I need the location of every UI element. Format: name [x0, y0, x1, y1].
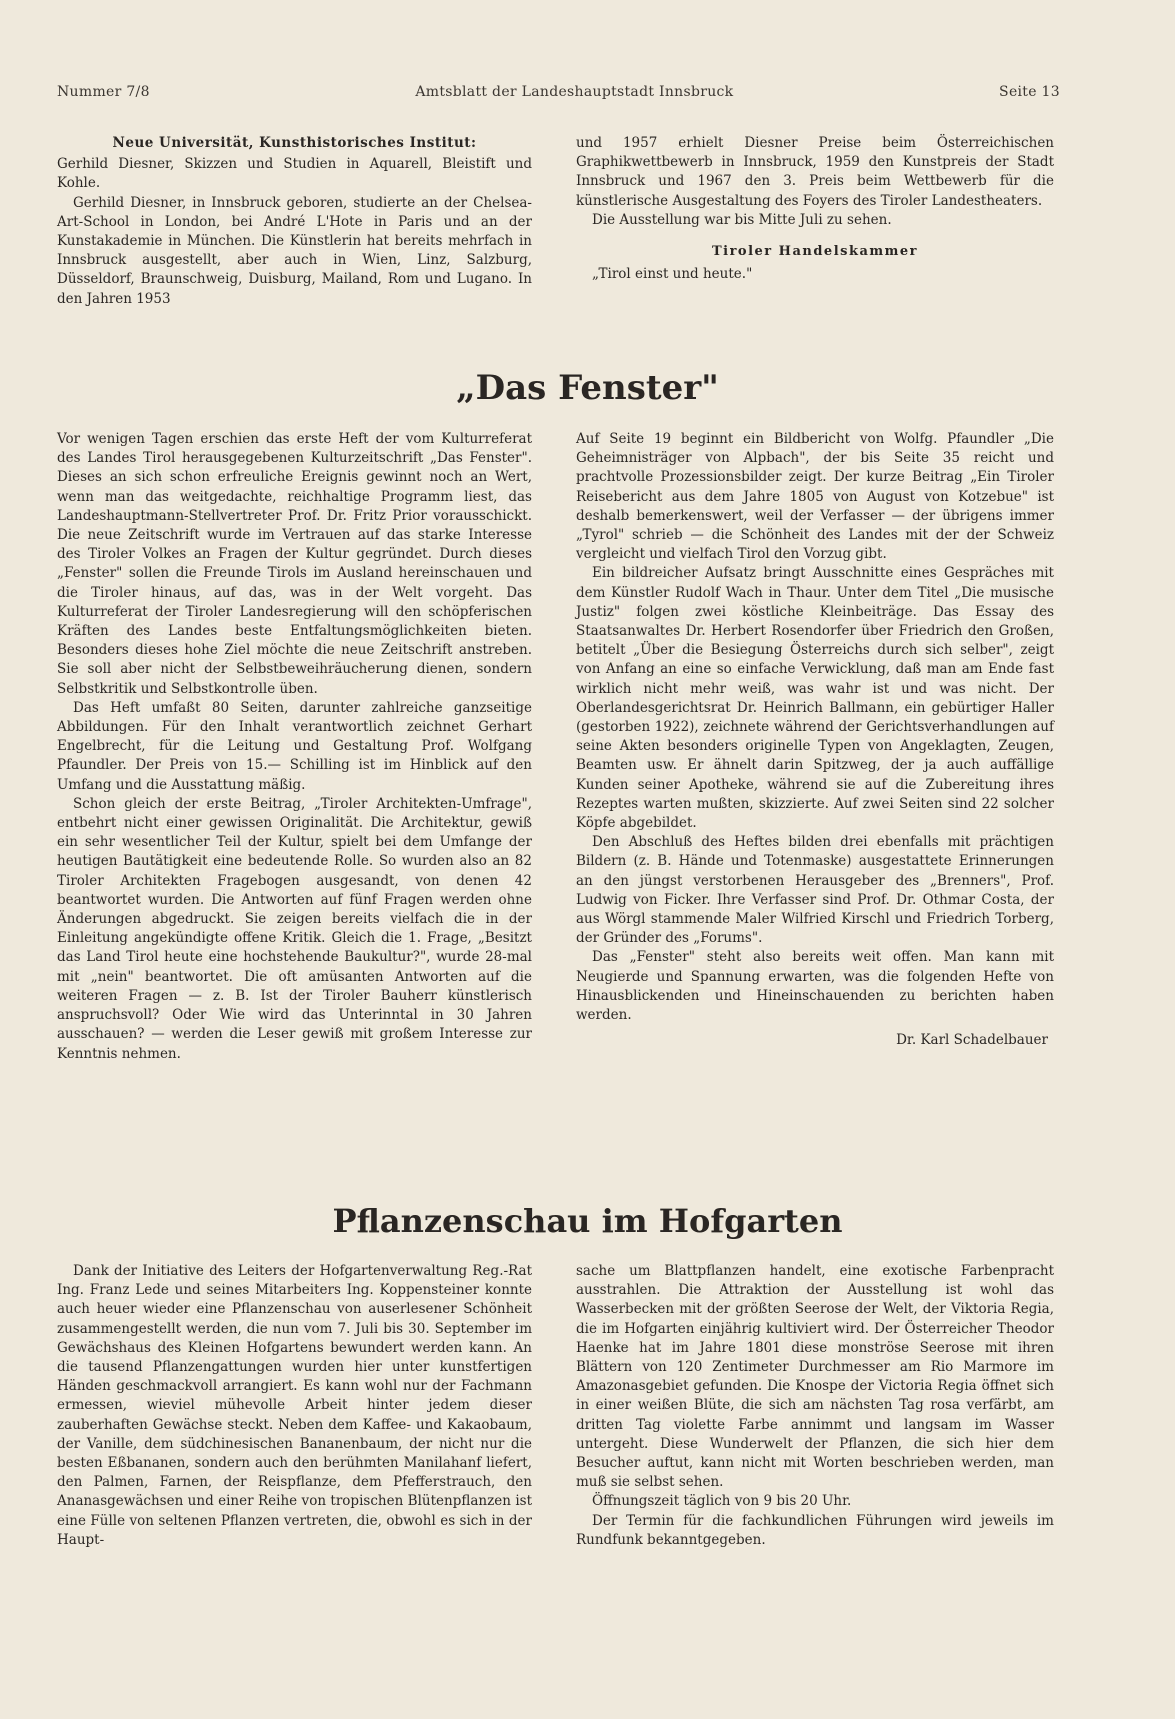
institute-heading: Neue Universität, Kunsthistorisches Institut: [112, 135, 477, 151]
fenster-right-column [576, 430, 1054, 1051]
institute-paragraph: Gerhild Diesner, in Innsbruck geboren, studierte an der Chelsea-Art-School in London, bei André L'Hote in Paris und an der Kunstakademie in München. Die Künstlerin hat bereits mehrfach in Innsbruck ausgestellt, aber auch in Wien, Linz, Salzburg, Düsseldorf, Braunschweig, Duisburg, Mailand, Rom und Lugano. In den Jahren 1953 [57, 194, 532, 307]
institute-paragraph: Gerhild Diesner, Skizzen und Studien in Aquarell, Bleistift und Kohle. [57, 156, 532, 192]
hofgarten-paragraph: sache um Blattpflanzen handelt, eine exotische Farbenpracht ausstrahlen. Die Attraktion der Ausstellung ist wohl das Wasserbecken mit der größten Seerose der Welt, der Viktoria Regia, die im Hofgarten einjährig kultiviert wird. Der Österreicher Theodor Haenke hat im Jahre 1801 diese monströse Seerose mit ihren Blättern von 120 Zentimeter Durchmesser am Rio Marmore im Amazonasgebiet gefunden. Die Knospe der Victoria Regia öffnet sich in einer weißen Blüte, die sich am nächsten Tag rosa verfärbt, am dritten Tag violette Farbe annimmt und langsam im Wasser untergeht. Diese Wunderwelt der Pflanzen, die sich hier dem Besucher auftut, kann nicht mit Worten beschrieben werden, man muß sie selbst sehen. [576, 1263, 1054, 1491]
chamber-heading: Tiroler Handelskammer [711, 244, 919, 260]
fenster-paragraph: Auf Seite 19 beginnt ein Bildbericht von Wolfg. Pfaundler „Die Geheimnisträger von Alpbach", der bis Seite 35 reicht und prachtvolle Prozessionsbilder zeigt. Der kurze Beitrag „Ein Tiroler Reisebericht aus dem Jahre 1805 von August von Kotzebue" ist deshalb bemerkenswert, weil der Verfasser — der übrigens immer „Tyrol" schrieb — die Schönheit des Landes mit der der Schweiz vergleicht und vielfach Tirol den Vorzug gibt. [576, 431, 1054, 563]
issue-number: Nummer 7/8 [57, 84, 150, 100]
hofgarten-paragraph: Öffnungszeit täglich von 9 bis 20 Uhr. [592, 1493, 852, 1510]
page-header [57, 84, 1060, 100]
hofgarten-right-column [576, 1262, 1054, 1550]
institute-article-left [57, 134, 532, 309]
fenster-title: „Das Fenster" [456, 368, 719, 408]
fenster-paragraph: Das Heft umfaßt 80 Seiten, darunter zahlreiche ganzseitige Abbildungen. Für den Inhalt verantwortlich zeichnet Gerhart Engelbrecht, für die Leitung und Gestaltung Prof. Wolfgang Pfaundler. Der Preis von 15.— Schilling ist im Hinblick auf den Umfang und die Ausstattung mäßig. [57, 699, 532, 793]
page-number: Seite 13 [999, 84, 1060, 100]
fenster-left-column [57, 430, 532, 1064]
fenster-paragraph: Den Abschluß des Heftes bilden drei ebenfalls mit prächtigen Bildern (z. B. Hände und Totenmaske) ausgestattete Erinnerungen an den jüngst verstorbenen Herausgeber des „Brenners", Prof. Ludwig von Ficker. Ihre Verfasser sind Prof. Dr. Othmar Costa, der aus Wörgl stammende Maler Wilfried Kirschl und Friedrich Torberg, der Gründer des „Forums". [576, 834, 1054, 947]
fenster-author: Dr. Karl Schadelbauer [896, 1032, 1048, 1049]
fenster-paragraph: Das „Fenster" steht also bereits weit offen. Man kann mit Neugierde und Spannung erwarten, was die folgenden Hefte von Hinausblickenden und Hineinschauenden zu berichten haben werden. [576, 949, 1054, 1024]
fenster-paragraph: Vor wenigen Tagen erschien das erste Heft der vom Kulturreferat des Landes Tirol herausgegebenen Kulturzeitschrift „Das Fenster". Dieses an sich schon erfreuliche Ereignis gewinnt noch an Wert, wenn man das weitgedachte, reichhaltige Programm liest, das Landeshauptmann-Stellvertreter Prof. Dr. Fritz Prior vorausschickt. Die neue Zeitschrift wurde im Vertrauen auf das starke Interesse des Tiroler Volkes an Fragen der Kultur gegründet. Durch dieses „Fenster" sollen die Freunde Tirols im Ausland hereinschauen und die Tiroler hinaus, auf das, was in der Welt vorgeht. Das Kulturreferat der Tiroler Landesregierung will den schöpferischen Kräften des Landes beste Entfaltungsmöglichkeiten bieten. Besonders dieses hohe Ziel möchte die neue Zeitschrift anstreben. Sie soll aber nicht der Selbstbeweihräucherung dienen, sondern Selbstkritik und Selbstkontrolle üben. [57, 431, 532, 697]
institute-article-right [576, 134, 1054, 284]
hofgarten-left-column [57, 1262, 532, 1550]
institute-paragraph: Die Ausstellung war bis Mitte Juli zu sehen. [592, 211, 892, 228]
institute-paragraph: und 1957 erhielt Diesner Preise beim Österreichischen Graphikwettbewerb in Innsbruck, 1959 den Kunstpreis der Stadt Innsbruck und 1967 den 3. Preis beim Wettbewerb für die künstlerische Ausgestaltung des Foyers des Tiroler Landestheaters. [576, 135, 1054, 209]
publication-title: Amtsblatt der Landeshauptstadt Innsbruck [415, 84, 734, 100]
chamber-quote: „Tirol einst und heute." [592, 266, 753, 283]
fenster-paragraph: Schon gleich der erste Beitrag, „Tiroler Architekten-Umfrage", entbehrt nicht einer gewissen Originalität. Die Architektur, gewiß ein sehr wesentlicher Teil der Kultur, spielt bei dem Umfange der heutigen Bautätigkeit eine bedeutende Rolle. So wurden also an 82 Tiroler Architekten Fragebogen ausgesandt, von denen 42 beantwortet wurden. Die Antworten auf fünf Fragen werden ohne Änderungen abgedruckt. Sie zeigen bereits vielfach die in der Einleitung angekündigte offene Kritik. Gleich die 1. Frage, „Besitzt das Land Tirol heute eine hochstehende Baukultur?", wurde 28-mal mit „nein" beantwortet. Die oft amüsanten Antworten auf die weiteren Fragen — z. B. Ist der Tiroler Bauherr künstlerisch anspruchsvoll? Oder Wie wird das Unterinntal in 30 Jahren ausschauen? — werden die Leser gewiß mit großem Interesse zur Kenntnis nehmen. [57, 795, 532, 1062]
hofgarten-title: Pflanzenschau im Hofgarten [332, 1202, 843, 1240]
fenster-paragraph: Ein bildreicher Aufsatz bringt Ausschnitte eines Gespräches mit dem Künstler Rudolf Wach in Thaur. Unter dem Titel „Die musische Justiz" folgen zwei köstliche Kleinbeiträge. Das Essay des Staatsanwaltes Dr. Herbert Rosendorfer über Friedrich den Großen, betitelt „Über die Besiegung Österreichs durch sich selber", zeigt von Anfang an eine so einfache Verwicklung, daß man am Ende fast wirklich nicht mehr weiß, was wahr ist und was nicht. Der Oberlandesgerichtsrat Dr. Heinrich Ballmann, ein gebürtiger Haller (gestorben 1922), zeichnete während der Gerichtsverhandlungen auf seine Akten besonders originelle Typen von Angeklagten, Zeugen, Beamten usw. Er ähnelt darin Spitzweg, der ja auch auffällige Kunden seiner Apotheke, während sie auf die Zubereitung ihres Rezeptes warten mußten, skizzierte. Auf zwei Seiten sind 22 solcher Köpfe abgebildet. [576, 565, 1054, 832]
hofgarten-paragraph: Dank der Initiative des Leiters der Hofgartenverwaltung Reg.-Rat Ing. Franz Lede und seines Mitarbeiters Ing. Koppensteiner konnte auch heuer wieder eine Pflanzenschau von auserlesener Schönheit zusammengestellt werden, die nun vom 7. Juli bis 30. September im Gewächshaus des Kleinen Hofgartens bewundert werden kann. An die tausend Pflanzengattungen wurden hier unter kunstfertigen Händen geschmackvoll arrangiert. Es kann wohl nur der Fachmann ermessen, wieviel mühevolle Arbeit hinter jedem dieser zauberhaften Gewächse steckt. Neben dem Kaffee- und Kakaobaum, der Vanille, dem südchinesischen Bananenbaum, der nicht nur die besten Eßbananen, sondern auch den berühmten Manilahanf liefert, den Palmen, Farnen, der Reispflanze, dem Pfefferstrauch, den Ananasgewächsen und einer Reihe von tropischen Blütenpflanzen ist eine Fülle von seltenen Pflanzen vertreten, die, obwohl es sich in der Haupt- [57, 1263, 532, 1548]
hofgarten-paragraph: Der Termin für die fachkundlichen Führungen wird jeweils im Rundfunk bekanntgegeben. [576, 1512, 1054, 1548]
